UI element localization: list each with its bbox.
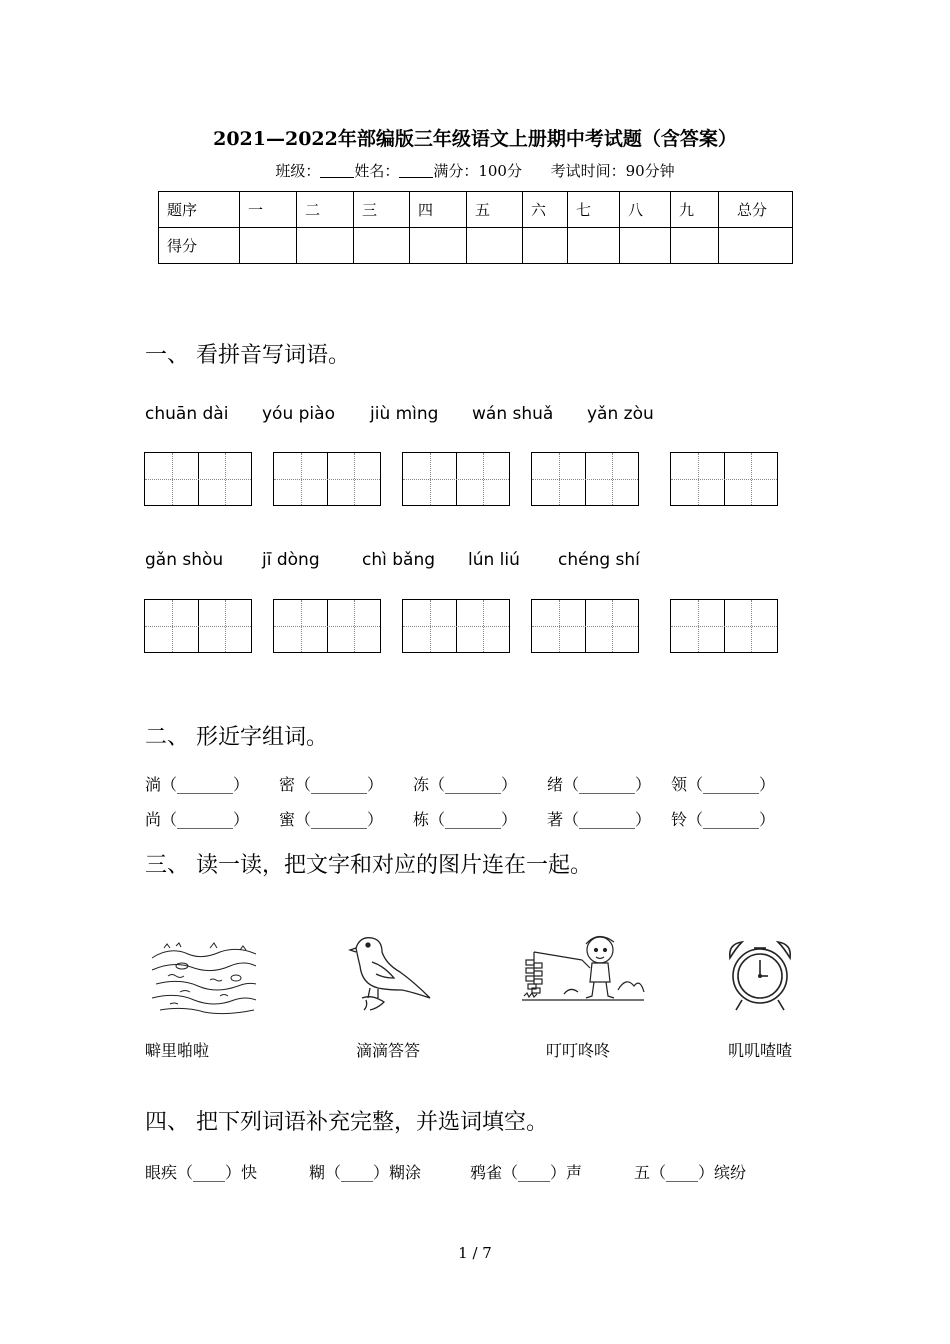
bird-picture[interactable] <box>348 932 434 1012</box>
pinyin-label: chéng shí <box>558 550 640 570</box>
score-cell: 八 <box>620 192 671 228</box>
word-blank[interactable]: 尚（_______） <box>145 810 250 829</box>
picture-caption[interactable]: 滴滴答答 <box>356 1041 421 1060</box>
writing-grid[interactable] <box>273 452 381 506</box>
word-blank[interactable]: 冻（_______） <box>413 775 518 794</box>
section1-heading: 一、 看拼音写词语。 <box>145 343 350 368</box>
word-blank[interactable]: 著（_______） <box>547 810 652 829</box>
picture-caption[interactable]: 叽叽喳喳 <box>728 1041 793 1060</box>
score-cell: 总分 <box>719 192 793 228</box>
score-input-cell[interactable] <box>568 228 620 264</box>
picture-caption[interactable]: 叮叮咚咚 <box>546 1041 611 1060</box>
word-blank[interactable]: 栋（_______） <box>413 810 518 829</box>
pinyin-label: gǎn shòu <box>145 550 224 570</box>
score-input-cell[interactable] <box>719 228 793 264</box>
pinyin-label: yóu piào <box>262 404 335 424</box>
score-input-cell[interactable] <box>620 228 671 264</box>
score-cell: 得分 <box>159 228 240 264</box>
score-cell: 七 <box>568 192 620 228</box>
idiom-blank[interactable]: 糊（____）糊涂 <box>309 1163 422 1182</box>
writing-grid[interactable] <box>670 452 778 506</box>
full-score: 满分：100分 <box>433 162 522 180</box>
name-label: 姓名： <box>354 162 400 180</box>
score-cell: 二 <box>297 192 354 228</box>
river-picture[interactable] <box>150 940 258 1015</box>
pinyin-label: yǎn zòu <box>587 404 654 424</box>
word-blank[interactable]: 密（_______） <box>279 775 384 794</box>
word-blank[interactable]: 领（_______） <box>671 775 776 794</box>
writing-grid[interactable] <box>402 452 510 506</box>
pinyin-label: jī dòng <box>262 550 320 570</box>
section2-heading: 二、 形近字组词。 <box>145 725 328 750</box>
score-cell: 题序 <box>159 192 240 228</box>
word-blank[interactable]: 蜜（_______） <box>279 810 384 829</box>
page-title: 2021—2022年部编版三年级语文上册期中考试题（含答案） <box>213 128 737 150</box>
score-input-cell[interactable] <box>523 228 568 264</box>
score-cell: 四 <box>410 192 467 228</box>
page-number: 1 / 7 <box>458 1244 492 1262</box>
exam-info <box>0 160 950 181</box>
word-blank[interactable]: 淌（_______） <box>145 775 250 794</box>
writing-grid[interactable] <box>273 599 381 653</box>
score-cell: 九 <box>671 192 719 228</box>
writing-grid[interactable] <box>531 599 639 653</box>
score-cell: 五 <box>467 192 523 228</box>
pinyin-label: wán shuǎ <box>472 404 554 424</box>
writing-grid[interactable] <box>670 599 778 653</box>
score-input-cell[interactable] <box>297 228 354 264</box>
section4-heading: 四、 把下列词语补充完整，并选词填空。 <box>145 1110 548 1135</box>
pinyin-label: chuān dài <box>145 404 229 424</box>
writing-grid[interactable] <box>402 599 510 653</box>
score-cell: 三 <box>354 192 410 228</box>
pinyin-label: jiù mìng <box>370 404 439 424</box>
score-cell: 六 <box>523 192 568 228</box>
word-blank[interactable]: 绪（_______） <box>547 775 652 794</box>
score-input-cell[interactable] <box>354 228 410 264</box>
exam-time: 考试时间：90分钟 <box>550 162 675 180</box>
score-input-cell[interactable] <box>671 228 719 264</box>
score-cell: 一 <box>240 192 297 228</box>
score-table-score-row <box>159 228 793 264</box>
idiom-blank[interactable]: 五（____）缤纷 <box>634 1163 747 1182</box>
class-blank <box>320 163 354 178</box>
score-table <box>158 191 793 264</box>
pinyin-label: lún liú <box>468 550 520 570</box>
class-label: 班级： <box>275 162 321 180</box>
name-blank <box>399 163 433 178</box>
score-input-cell[interactable] <box>410 228 467 264</box>
firecracker-boy-picture[interactable] <box>520 930 645 1005</box>
idiom-blank[interactable]: 鸦雀（____）声 <box>470 1163 583 1182</box>
writing-grid[interactable] <box>531 452 639 506</box>
pinyin-label: chì bǎng <box>362 550 436 570</box>
alarm-clock-picture[interactable] <box>720 938 800 1014</box>
score-table-header-row <box>159 192 793 228</box>
word-blank[interactable]: 铃（_______） <box>671 810 776 829</box>
writing-grid[interactable] <box>144 599 252 653</box>
writing-grid[interactable] <box>144 452 252 506</box>
section3-heading: 三、 读一读，把文字和对应的图片连在一起。 <box>145 853 592 878</box>
score-input-cell[interactable] <box>240 228 297 264</box>
idiom-blank[interactable]: 眼疾（____）快 <box>145 1163 258 1182</box>
score-input-cell[interactable] <box>467 228 523 264</box>
picture-caption[interactable]: 噼里啪啦 <box>145 1041 210 1060</box>
